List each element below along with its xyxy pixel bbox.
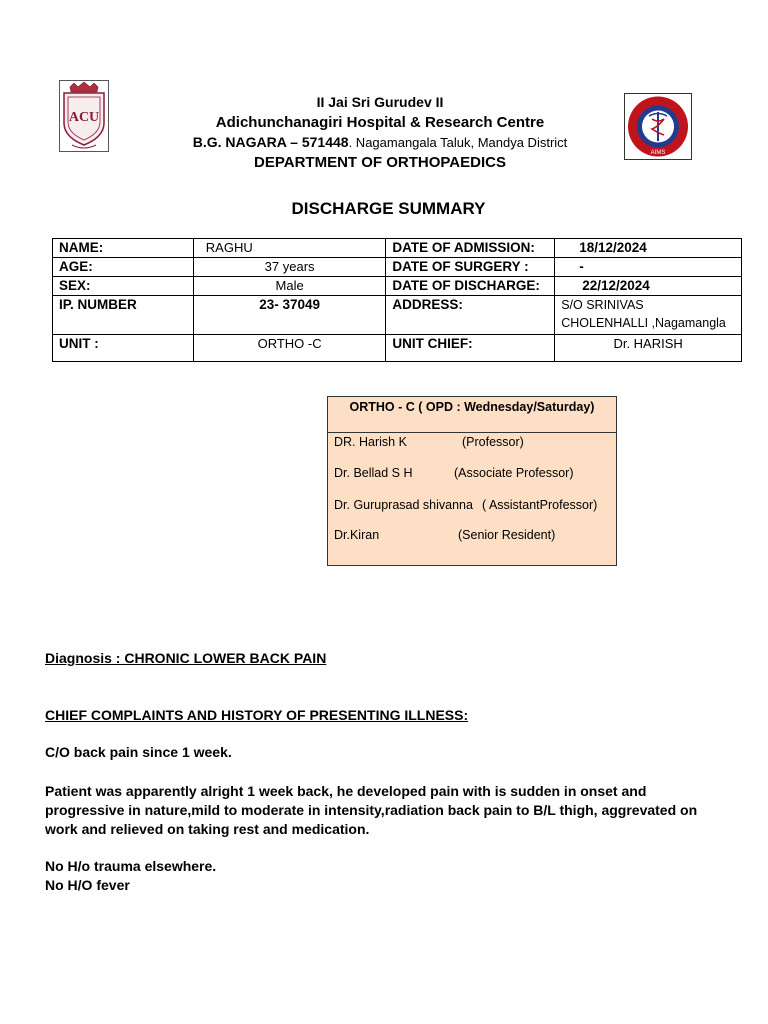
surgery-label: DATE OF SURGERY : (386, 258, 555, 277)
discharge-label: DATE OF DISCHARGE: (386, 277, 555, 296)
surgery-value: - (555, 258, 742, 277)
table-row (53, 258, 742, 277)
staff-row (334, 435, 524, 449)
address-rest: . Nagamangala Taluk, Mandya District (348, 135, 568, 150)
name-label: NAME: (53, 239, 194, 258)
ortho-unit-heading: ORTHO - C ( OPD : Wednesday/Saturday) (328, 397, 616, 433)
table-row (53, 277, 742, 296)
negative-history: No H/O fever (45, 877, 130, 893)
medical-seal-icon (625, 94, 691, 159)
history-line: Patient was apparently alright 1 week back, he developed pain with is sudden in onset and (45, 783, 647, 799)
table-row (53, 239, 742, 258)
address-label: ADDRESS: (386, 296, 555, 335)
address-bold: B.G. NAGARA – 571448 (192, 134, 349, 150)
chief-complaint: C/O back pain since 1 week. (45, 744, 232, 760)
admission-value: 18/12/2024 (555, 239, 742, 258)
unit-chief-label: UNIT CHIEF: (386, 335, 555, 362)
name-value: RAGHU (193, 239, 386, 258)
age-label: AGE: (53, 258, 194, 277)
patient-info-table (52, 238, 742, 362)
negative-history: No H/o trauma elsewhere. (45, 858, 217, 874)
staff-row (334, 466, 574, 480)
staff-name: Dr. Guruprasad shivanna (334, 498, 473, 512)
discharge-value: 22/12/2024 (555, 277, 742, 296)
staff-row (334, 498, 598, 512)
history-paragraph (45, 782, 705, 839)
ortho-unit-box (327, 396, 617, 566)
staff-name: Dr.Kiran (334, 528, 380, 542)
staff-row (334, 528, 556, 542)
history-line: progressive in nature,mild to moderate in intensity,radiation back pain to B/L thigh, aggrevated on (45, 802, 698, 818)
table-row (53, 335, 742, 362)
staff-role: (Professor) (462, 435, 524, 449)
staff-role: (Associate Professor) (454, 466, 574, 480)
logo-left-text: ACU (68, 110, 100, 125)
unit-chief-value: Dr. HARISH (555, 335, 742, 362)
invocation-line: II Jai Sri Gurudev II (316, 94, 444, 110)
sex-label: SEX: (53, 277, 194, 296)
staff-name: Dr. Bellad S H (334, 466, 413, 480)
address-value (555, 296, 742, 335)
age-value: 37 years (193, 258, 386, 277)
complaints-heading: CHIEF COMPLAINTS AND HISTORY OF PRESENTING ILLNESS: (45, 707, 469, 723)
ip-value: 23- 37049 (193, 296, 386, 335)
hospital-address (150, 134, 610, 150)
acu-emblem-icon (60, 81, 108, 151)
hospital-name: Adichunchanagiri Hospital & Research Centre (215, 114, 545, 131)
admission-label: DATE OF ADMISSION: (386, 239, 555, 258)
address-line-1: S/O SRINIVAS (561, 298, 644, 312)
unit-value: ORTHO -C (193, 335, 386, 362)
sex-value: Male (193, 277, 386, 296)
address-line-2: CHOLENHALLI ,Nagamangla (561, 316, 726, 330)
history-line: work and relieved on taking rest and medication. (45, 821, 370, 837)
staff-name: DR. Harish K (334, 435, 407, 449)
diagnosis: Diagnosis : CHRONIC LOWER BACK PAIN (45, 650, 327, 666)
logo-right-text: AIMS (650, 150, 666, 156)
table-row (53, 296, 742, 335)
ip-label: IP. NUMBER (53, 296, 194, 335)
staff-role: (Senior Resident) (458, 528, 556, 542)
page-title: DISCHARGE SUMMARY (291, 199, 486, 218)
unit-label: UNIT : (53, 335, 194, 362)
staff-role: ( AssistantProfessor) (482, 498, 598, 512)
department-name: DEPARTMENT OF ORTHOPAEDICS (254, 154, 506, 171)
hospital-logo-right (624, 93, 692, 160)
hospital-logo-left (59, 80, 109, 152)
